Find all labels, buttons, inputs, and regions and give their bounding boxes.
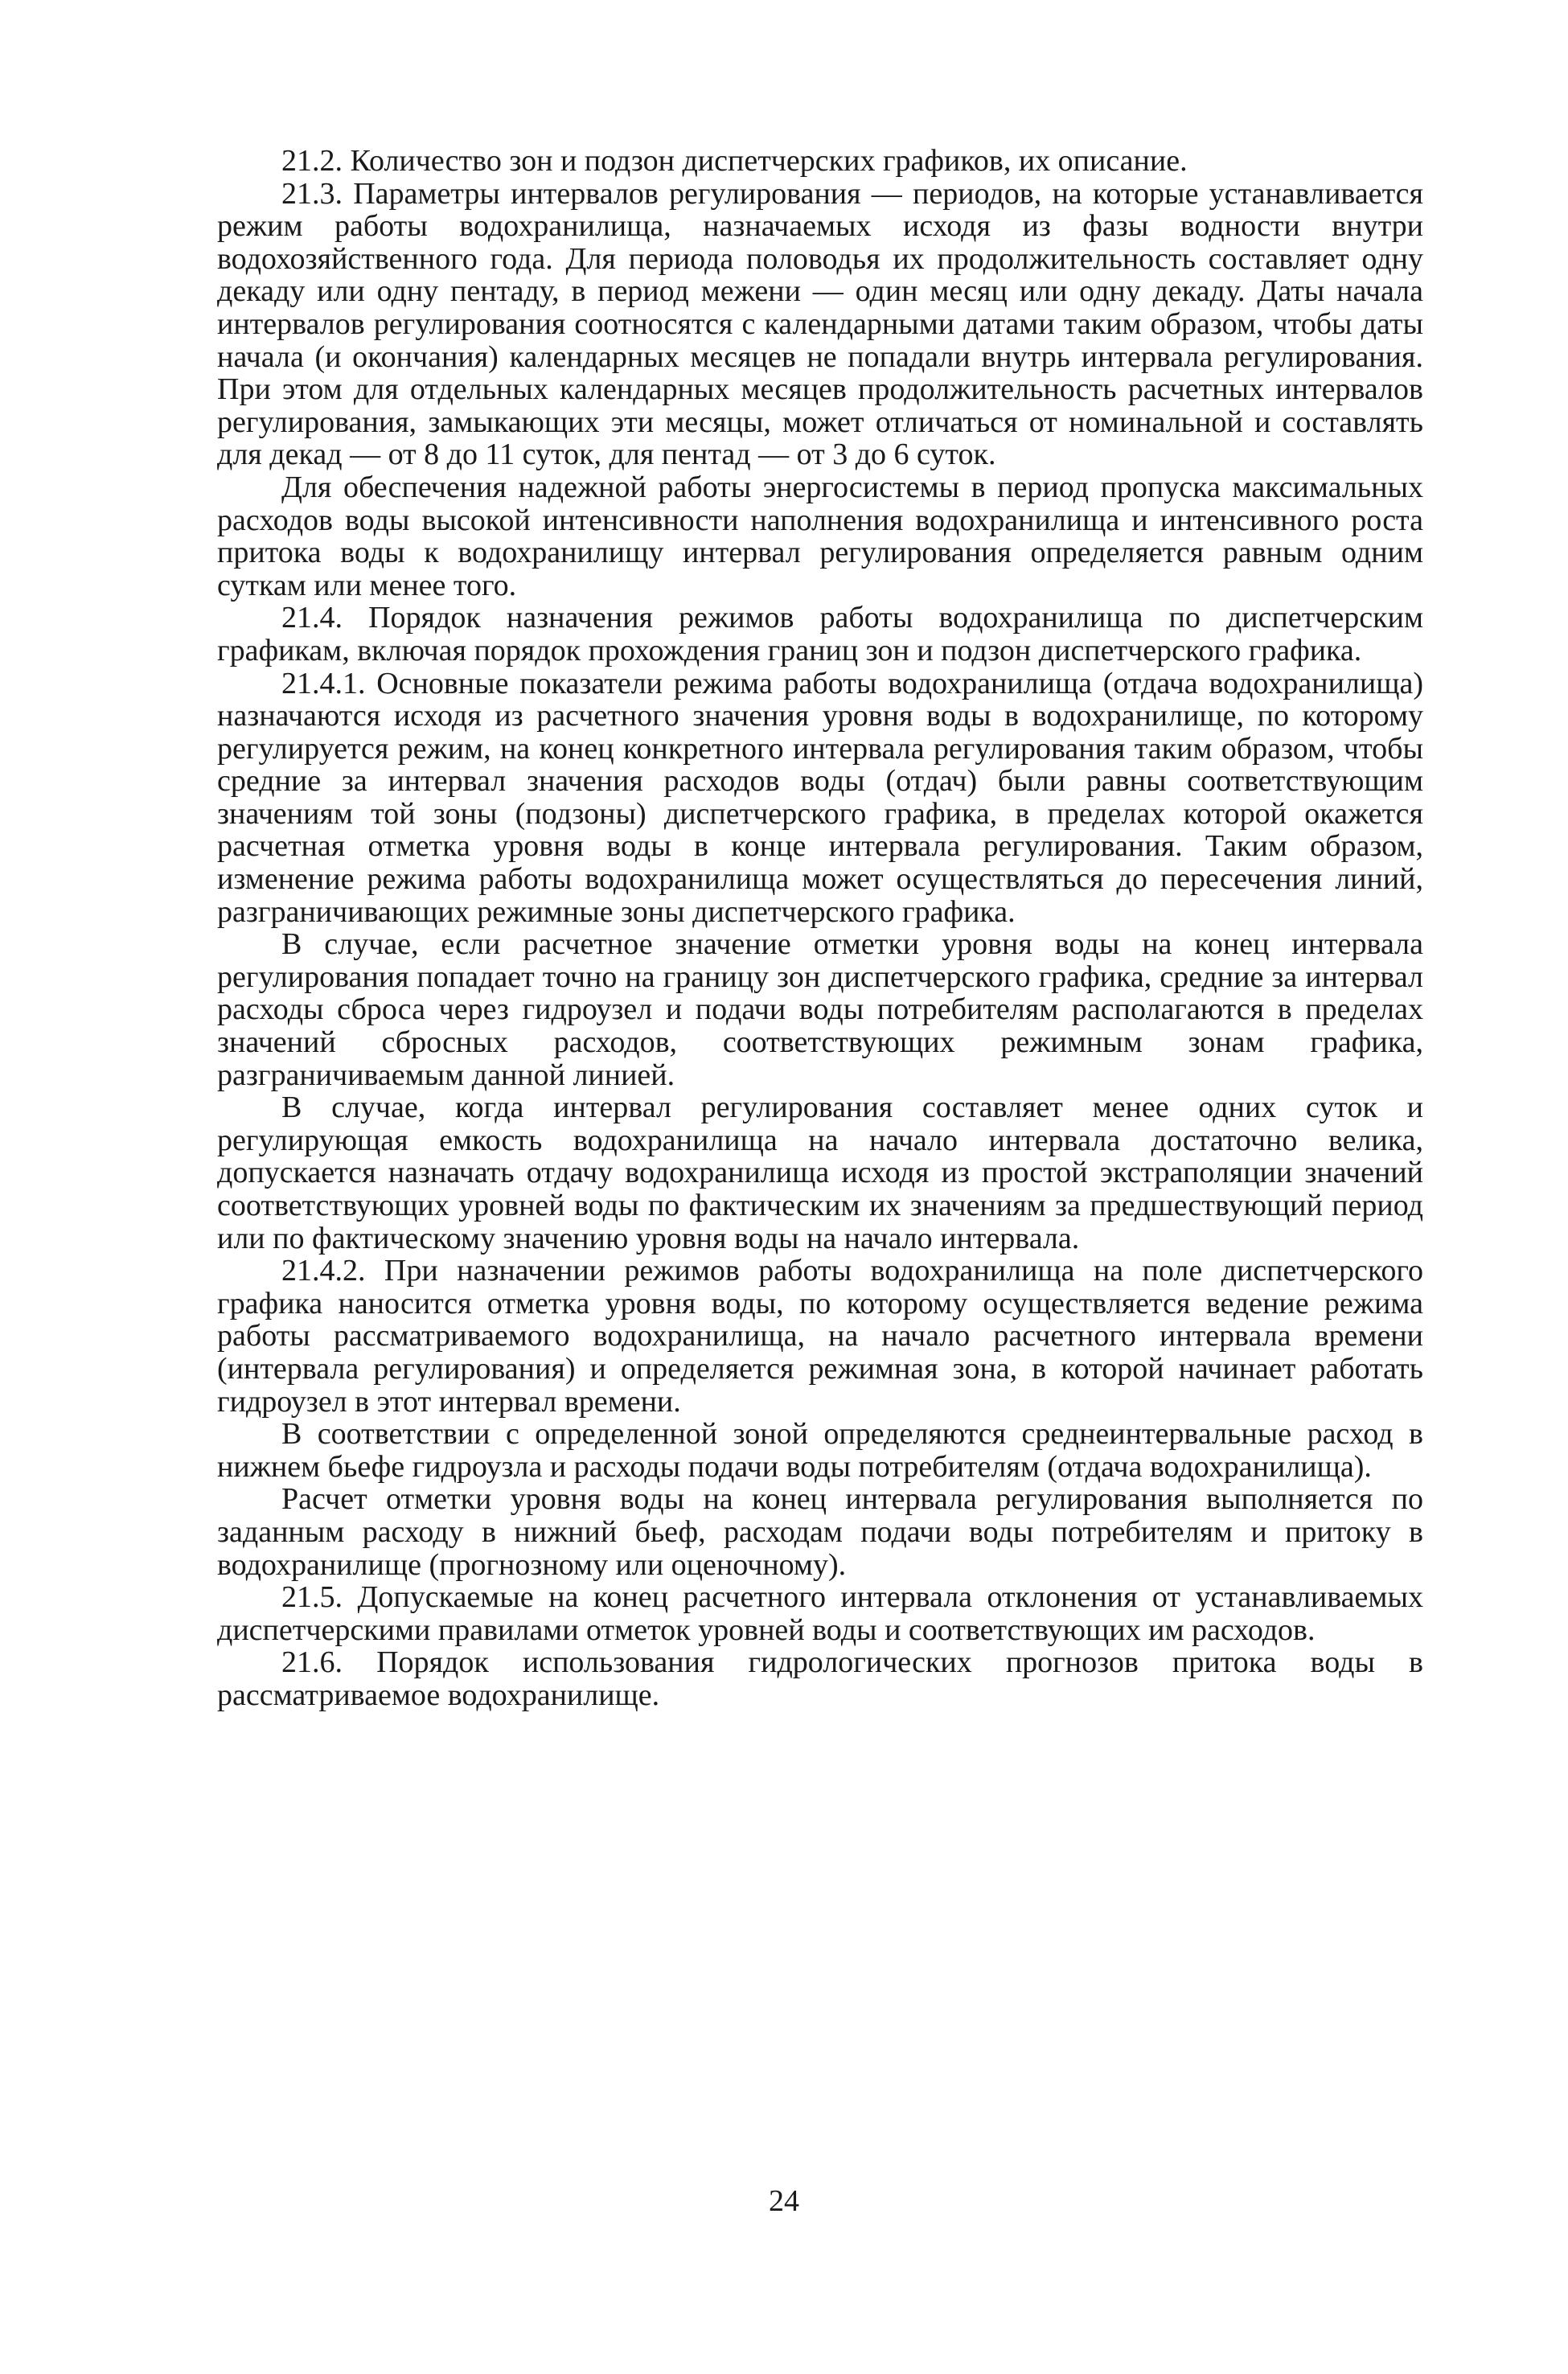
paragraph-21-4-1-short-interval: В случае, когда интервал регулирования составляет менее одних суток и регулирующая емкость водохранилища на начало интервала достаточно велика, допускается назначать отдачу водохранилища исходя из простой экстраполяции значений соответствующих уровней воды по фактическим их значениям за предшествующий период или по фактическому значению уровня воды на начало интервала. — [217, 1090, 1423, 1255]
page-number: 24 — [769, 2184, 799, 2218]
paragraph-21-2: 21.2. Количество зон и подзон диспетчерских графиков, их описание. — [281, 144, 1188, 178]
paragraph-21-5: 21.5. Допускаемые на конец расчетного интервала отклонения от устанавливаемых диспетчерскими правилами отметок уровней воды и соответствующих им расходов. — [217, 1580, 1423, 1647]
paragraph-21-4-1: 21.4.1. Основные показатели режима работы водохранилища (отдача водохранилища) назначаются исходя из расчетного значения уровня воды в водохранилище, по которому регулируется режим, на конец конкретного интервала регулирования таким образом, чтобы средние за интервал значения расходов воды (отдач) были равны соответствующим значениям той зоны (подзоны) диспетчерского графика, в пределах которой окажется расчетная отметка уровня воды в конце интервала регулирования. Таким образом, изменение режима работы водохранилища может осуществляться до пересечения линий, разграничивающих режимные зоны диспетчерского графика. — [217, 666, 1423, 929]
paragraph-21-4-2-zone: В соответствии с определенной зоной определяются среднеинтервальные расход в нижнем бьефе гидроузла и расходы подачи воды потребителям (отдача водохранилища). — [217, 1417, 1423, 1484]
paragraph-21-4: 21.4. Порядок назначения режимов работы водохранилища по диспетчерским графикам, включая порядок прохождения границ зон и подзон диспетчерского графика. — [217, 601, 1423, 667]
paragraph-21-4-1-boundary: В случае, если расчетное значение отметки уровня воды на конец интервала регулирования попадает точно на границу зон диспетчерского графика, средние за интервал расходы сброса через гидроузел и подачи воды потребителям располагаются в пределах значений сбросных расходов, соответствующих режимным зонам графика, разграничиваемым данной линией. — [217, 927, 1423, 1092]
document-body — [217, 145, 1423, 1712]
paragraph-21-4-2: 21.4.2. При назначении режимов работы водохранилища на поле диспетчерского графика наносится отметка уровня воды, по которому осуществляется ведение режима работы рассматриваемого водохранилища, на начало расчетного интервала времени (интервала регулирования) и определяется режимная зона, в которой начинает работать гидроузел в этот интервал времени. — [217, 1254, 1423, 1419]
paragraph-21-4-2-calculation: Расчет отметки уровня воды на конец интервала регулирования выполняется по заданным расходу в нижний бьеф, расходам подачи воды потребителям и притоку в водохранилище (прогнозному или оценочному). — [217, 1482, 1423, 1582]
paragraph-21-3: 21.3. Параметры интервалов регулирования — периодов, на которые устанавливается режим работы водохранилища, назначаемых исходя из фазы водности внутри водохозяйственного года. Для периода половодья их продолжительность составляет одну декаду или одну пентаду, в период межени — один месяц или одну декаду. Даты начала интервалов регулирования соотносятся с календарными датами таким образом, чтобы даты начала (и окончания) календарных месяцев не попадали внутрь интервала регулирования. При этом для отдельных календарных месяцев продолжительность расчетных интервалов регулирования, замыкающих эти месяцы, может отличаться от номинальной и составлять для декад — от 8 до 11 суток, для пентад — от 3 до 6 суток. — [217, 176, 1423, 472]
paragraph-21-6: 21.6. Порядок использования гидрологических прогнозов притока воды в рассматриваемое водохранилище. — [217, 1645, 1423, 1712]
paragraph-21-3-energy: Для обеспечения надежной работы энергосистемы в период пропуска максимальных расходов воды высокой интенсивности наполнения водохранилища и интенсивного роста притока воды к водохранилищу интервал регулирования определяется равным одним суткам или менее того. — [217, 470, 1423, 602]
